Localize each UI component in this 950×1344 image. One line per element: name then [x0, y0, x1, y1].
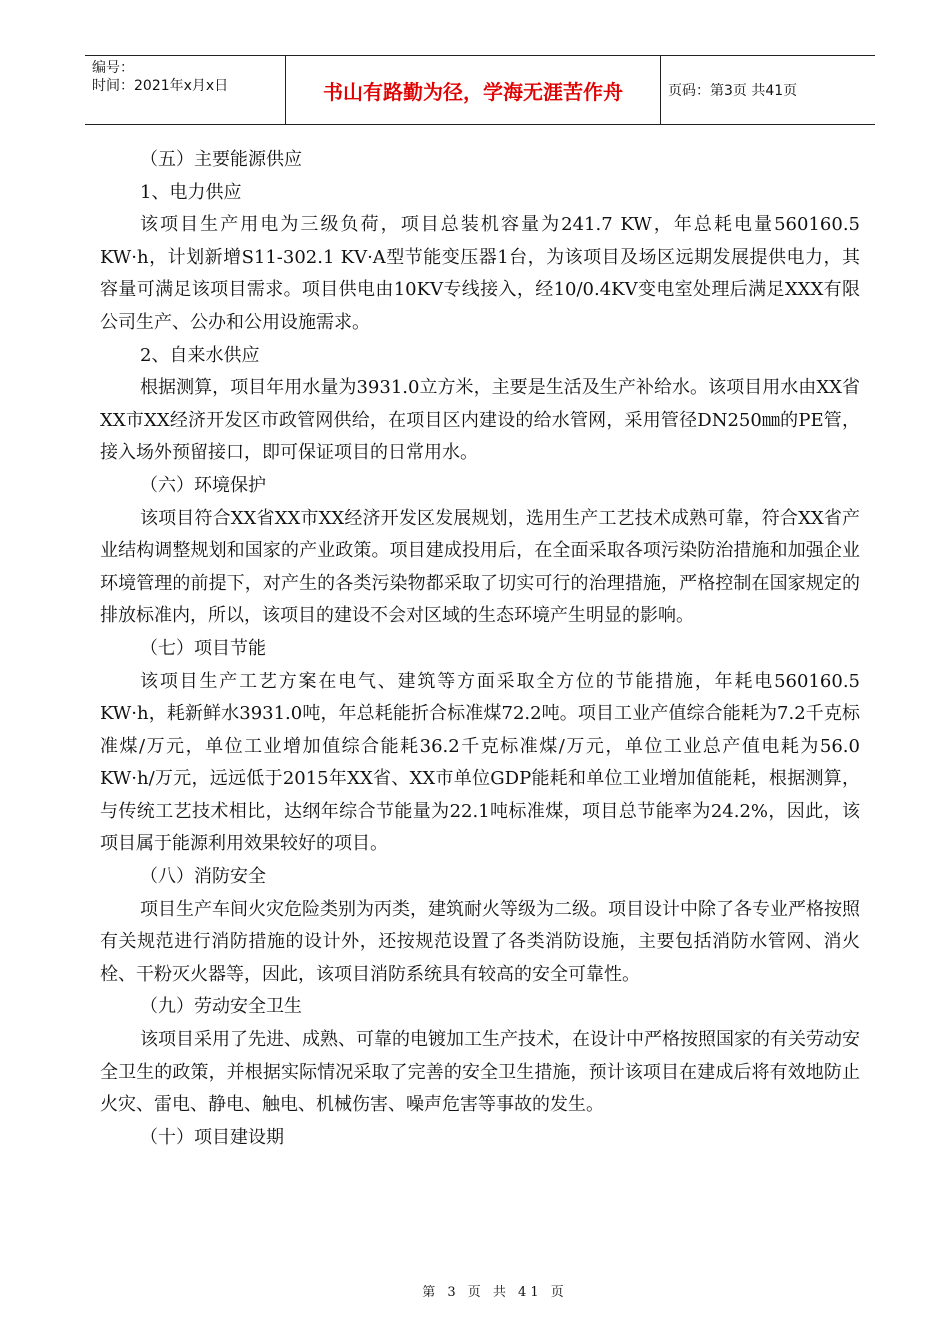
section-heading: （五）主要能源供应 [140, 149, 302, 170]
header-meta [92, 59, 282, 95]
paragraph: 该项目符合XX省XX市XX经济开发区发展规划，选用生产工艺技术成熟可靠，符合XX省产业结构调整规划和国家的产业政策。项目建成投用后，在全面采取各项污染防治措施和加强企业环境管理的前提下，对产生的各类污染物都采取了切实可行的治理措施，严格控制在国家规定的排放标准内，所以，该项目的建设不会对区域的生态环境产生明显的影响。 [100, 507, 860, 627]
page-header [85, 55, 875, 125]
page-footer: 第 3 页 共 41 页 [422, 1285, 568, 1300]
subsection-heading: 1、电力供应 [140, 181, 242, 203]
section-heading: （八）消防安全 [140, 866, 266, 888]
subsection-heading: 2、自来水供应 [140, 344, 260, 366]
section-heading: （七）项目节能 [140, 637, 266, 659]
document-date: 时间：2021年x月x日 [92, 78, 229, 94]
section-heading: （六）环境保护 [140, 474, 266, 496]
section-heading: （十）项目建设期 [140, 1126, 284, 1148]
header-page-number: 页码：第3页 共41页 [668, 83, 798, 99]
section-heading: （九）劳动安全卫生 [140, 996, 302, 1018]
document-body [100, 144, 860, 1154]
paragraph: 该项目生产工艺方案在电气、建筑等方面采取全方位的节能措施，年耗电560160.5 KW·h，耗新鲜水3931.0吨，年总耗能折合标准煤72.2吨。项目工业产值综合能耗为7.2千克标准煤/万元，单位工业增加值综合能耗36.2千克标准煤/万元，单位工业总产值电耗为56.0 KW·h/万元，远远低于2015年XX省、XX市单位GDP能耗和单位工业增加值能耗，根据测算，与传统工艺技术相比，达纲年综合节能量为22.1吨标准煤，项目总节能率为24.2%，因此，该项目属于能源利用效果较好的项目。 [100, 670, 860, 855]
paragraph: 该项目生产用电为三级负荷，项目总装机容量为241.7 KW，年总耗电量560160.5 KW·h，计划新增S11-302.1 KV·A型节能变压器1台，为该项目及场区远期发展提供电力，其容量可满足该项目需求。项目供电由10KV专线接入，经10/0.4KV变电室处理后满足XXX有限公司生产、公办和公用设施需求。 [100, 214, 860, 333]
paragraph: 该项目采用了先进、成熟、可靠的电镀加工生产技术，在设计中严格按照国家的有关劳动安全卫生的政策，并根据实际情况采取了完善的安全卫生措施，预计该项目在建成后将有效地防止火灾、雷电、静电、触电、机械伤害、噪声危害等事故的发生。 [100, 1029, 860, 1116]
document-number-label: 编号： [92, 60, 134, 76]
header-motto: 书山有路勤为径，学海无涯苦作舟 [285, 56, 661, 124]
paragraph: 根据测算，项目年用水量为3931.0立方米，主要是生活及生产补给水。该项目用水由XX省XX市XX经济开发区市政管网供给，在项目区内建设的给水管网，采用管径DN250㎜的PE管，接入场外预留接口，即可保证项目的日常用水。 [100, 377, 860, 464]
paragraph: 项目生产车间火灾危险类别为丙类，建筑耐火等级为二级。项目设计中除了各专业严格按照有关规范进行消防措施的设计外，还按规范设置了各类消防设施，主要包括消防水管网、消火栓、干粉灭火器等，因此，该项目消防系统具有较高的安全可靠性。 [100, 898, 860, 985]
